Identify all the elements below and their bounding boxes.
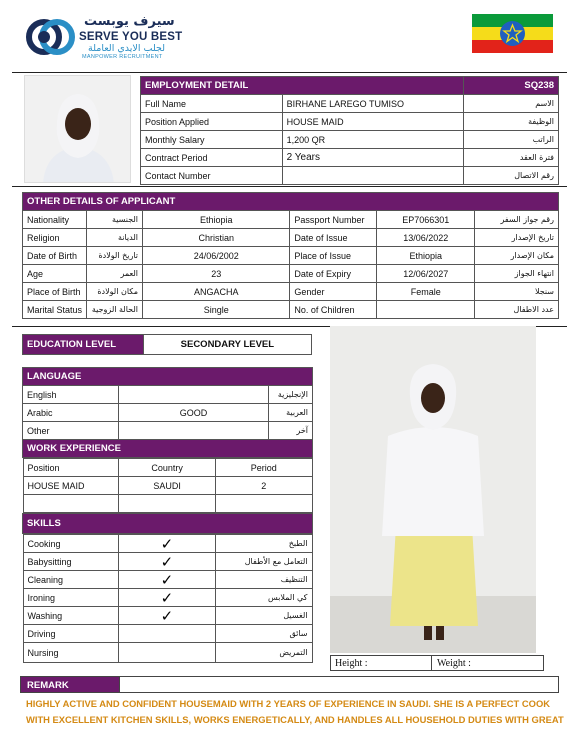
gender-value: Female — [377, 283, 475, 301]
skill-row — [23, 643, 312, 663]
row-label-arabic: الاسم — [464, 95, 559, 113]
skill-row — [23, 571, 312, 589]
row-label: Religion — [23, 229, 87, 247]
table-row — [23, 229, 559, 247]
table-header-row — [23, 459, 312, 477]
skills-title: SKILLS — [23, 514, 313, 534]
place-of-birth-value: ANGACHA — [143, 283, 290, 301]
column-header: Period — [215, 459, 312, 477]
row-label: Age — [23, 265, 87, 283]
skills-table — [23, 534, 313, 663]
skill-label: Cleaning — [23, 571, 119, 589]
logo-tagline: MANPOWER RECRUITMENT — [82, 54, 163, 60]
row-label: Place of Birth — [23, 283, 87, 301]
language-label: English — [23, 386, 119, 404]
row-label: Date of Birth — [23, 247, 87, 265]
row-label-arabic: فترة العقد — [464, 149, 559, 167]
row-label-arabic: تاريخ الإصدار — [475, 229, 559, 247]
table-row — [141, 167, 559, 185]
date-of-expiry-value: 12/06/2027 — [377, 265, 475, 283]
row-label-arabic: رقم الاتصال — [464, 167, 559, 185]
applicant-full-body-photo — [330, 326, 536, 653]
table-row — [141, 149, 559, 167]
skill-label: Driving — [23, 625, 119, 643]
check-icon: ✓ — [119, 535, 215, 553]
column-header: Position — [23, 459, 119, 477]
full-name-value: BIRHANE LAREGO TUMISO — [282, 95, 464, 113]
row-label-arabic: العمر — [87, 265, 143, 283]
row-label: Place of Issue — [290, 247, 377, 265]
table-row — [23, 301, 559, 319]
row-label: Marital Status — [23, 301, 87, 319]
nationality-value: Ethiopia — [143, 211, 290, 229]
date-of-issue-value: 13/06/2022 — [377, 229, 475, 247]
education-level-table — [22, 334, 312, 355]
row-label: Date of Issue — [290, 229, 377, 247]
weight-label: Weight : — [437, 658, 471, 669]
language-label-arabic: الإنجليزية — [269, 386, 313, 404]
language-label: Arabic — [23, 404, 119, 422]
work-position-cell: HOUSE MAID — [23, 477, 119, 495]
row-label-arabic: مكان الولادة — [87, 283, 143, 301]
table-row — [23, 404, 313, 422]
check-icon: ✓ — [119, 589, 215, 607]
row-label-arabic: عدد الاطفال — [475, 301, 559, 319]
applicant-portrait-photo — [24, 75, 131, 183]
table-row — [23, 283, 559, 301]
passport-number-value: EP7066301 — [377, 211, 475, 229]
education-level-value: SECONDARY LEVEL — [143, 335, 311, 355]
row-label-arabic: انتهاء الجواز — [475, 265, 559, 283]
contact-number-value — [282, 167, 464, 185]
language-level — [119, 422, 269, 440]
height-label: Height : — [335, 658, 368, 669]
table-row — [23, 211, 559, 229]
skill-label-arabic: الطبخ — [215, 535, 312, 553]
row-label-arabic: رقم جواز السفر — [475, 211, 559, 229]
position-value: HOUSE MAID — [282, 113, 464, 131]
ethiopia-flag-icon — [472, 14, 553, 53]
row-label: Gender — [290, 283, 377, 301]
check-icon — [119, 643, 215, 663]
date-of-birth-value: 24/06/2002 — [143, 247, 290, 265]
star-icon — [502, 23, 523, 44]
work-period-cell — [215, 495, 312, 513]
row-label: Contact Number — [141, 167, 283, 185]
skill-label-arabic: الغسيل — [215, 607, 312, 625]
skill-label-arabic: سائق — [215, 625, 312, 643]
header-divider — [12, 72, 567, 73]
check-icon — [119, 625, 215, 643]
other-details-table — [22, 192, 559, 319]
row-label-arabic: تاريخ الولادة — [87, 247, 143, 265]
other-details-title: OTHER DETAILS OF APPLICANT — [23, 193, 559, 211]
logo-arabic-name: سيرف يوبست — [84, 14, 175, 29]
skill-label: Nursing — [23, 643, 119, 663]
reference-code: SQ238 — [464, 77, 559, 95]
skill-label: Ironing — [23, 589, 119, 607]
language-skills-table — [22, 367, 313, 663]
skill-row — [23, 607, 312, 625]
column-header: Country — [119, 459, 216, 477]
check-icon: ✓ — [119, 607, 215, 625]
skill-row — [23, 589, 312, 607]
marital-status-value: Single — [143, 301, 290, 319]
age-value: 23 — [143, 265, 290, 283]
skill-label: Cooking — [23, 535, 119, 553]
skill-label: Babysitting — [23, 553, 119, 571]
work-position-cell — [23, 495, 119, 513]
work-country-cell: SAUDI — [119, 477, 216, 495]
work-experience-table — [23, 458, 313, 513]
row-label: Position Applied — [141, 113, 283, 131]
skill-row — [23, 553, 312, 571]
skill-label-arabic: كي الملابس — [215, 589, 312, 607]
employment-title: EMPLOYMENT DETAIL — [141, 77, 464, 95]
religion-value: Christian — [143, 229, 290, 247]
language-level: GOOD — [119, 404, 269, 422]
skill-row — [23, 535, 312, 553]
remark-header-line — [120, 676, 559, 693]
table-row — [23, 247, 559, 265]
work-experience-title: WORK EXPERIENCE — [23, 440, 313, 458]
skill-label-arabic: التعامل مع الأطفال — [215, 553, 312, 571]
check-icon: ✓ — [119, 553, 215, 571]
height-weight-box — [330, 655, 544, 671]
table-row — [23, 422, 313, 440]
work-country-cell — [119, 495, 216, 513]
place-of-issue-value: Ethiopia — [377, 247, 475, 265]
skill-label-arabic: التنظيف — [215, 571, 312, 589]
table-row — [141, 113, 559, 131]
skill-row — [23, 625, 312, 643]
skill-label: Washing — [23, 607, 119, 625]
row-label: Monthly Salary — [141, 131, 283, 149]
language-label-arabic: آخر — [269, 422, 313, 440]
language-level — [119, 386, 269, 404]
children-count-value — [377, 301, 475, 319]
row-label-arabic: الديانة — [87, 229, 143, 247]
logo-arabic-subtitle: لجلب الايدي العاملة — [88, 43, 166, 54]
remark-title: REMARK — [20, 676, 120, 693]
section-divider — [12, 186, 567, 187]
row-label: No. of Children — [290, 301, 377, 319]
work-period-cell: 2 — [215, 477, 312, 495]
row-label: Contract Period — [141, 149, 283, 167]
employment-detail-table — [140, 76, 559, 185]
row-label: Date of Expiry — [290, 265, 377, 283]
logo-mark-icon — [24, 14, 76, 60]
check-icon: ✓ — [119, 571, 215, 589]
language-label-arabic: العربية — [269, 404, 313, 422]
language-label: Other — [23, 422, 119, 440]
remark-text: HIGHLY ACTIVE AND CONFIDENT HOUSEMAID WITH 2 YEARS OF EXPERIENCE IN SAUDI. SHE IS A PERFECT COOK WITH EXCELLENT KITCHEN SKILLS, WORKS ENERGETICALLY, AND HANDLES ALL HOUSEHOLD DUTIES WITH GREAT — [26, 698, 564, 725]
table-row — [23, 477, 312, 495]
skill-label-arabic: التمريض — [215, 643, 312, 663]
education-level-label: EDUCATION LEVEL — [23, 335, 144, 355]
row-label: Nationality — [23, 211, 87, 229]
contract-period-value: 2 Years — [282, 149, 464, 167]
employment-header-row — [141, 77, 559, 95]
language-title: LANGUAGE — [23, 368, 313, 386]
row-label-arabic: سنجلا — [475, 283, 559, 301]
row-label-arabic: الجنسية — [87, 211, 143, 229]
row-label-arabic: مكان الإصدار — [475, 247, 559, 265]
salary-value: 1,200 QR — [282, 131, 464, 149]
logo-english-name: SERVE YOU BEST — [79, 31, 183, 43]
row-label-arabic: الحالة الزوجية — [87, 301, 143, 319]
row-label: Passport Number — [290, 211, 377, 229]
row-label: Full Name — [141, 95, 283, 113]
row-label-arabic: الراتب — [464, 131, 559, 149]
row-label-arabic: الوظيفة — [464, 113, 559, 131]
table-row — [23, 265, 559, 283]
table-row — [23, 495, 312, 513]
table-row — [141, 131, 559, 149]
company-logo — [24, 14, 184, 62]
table-row — [141, 95, 559, 113]
table-row — [23, 386, 313, 404]
